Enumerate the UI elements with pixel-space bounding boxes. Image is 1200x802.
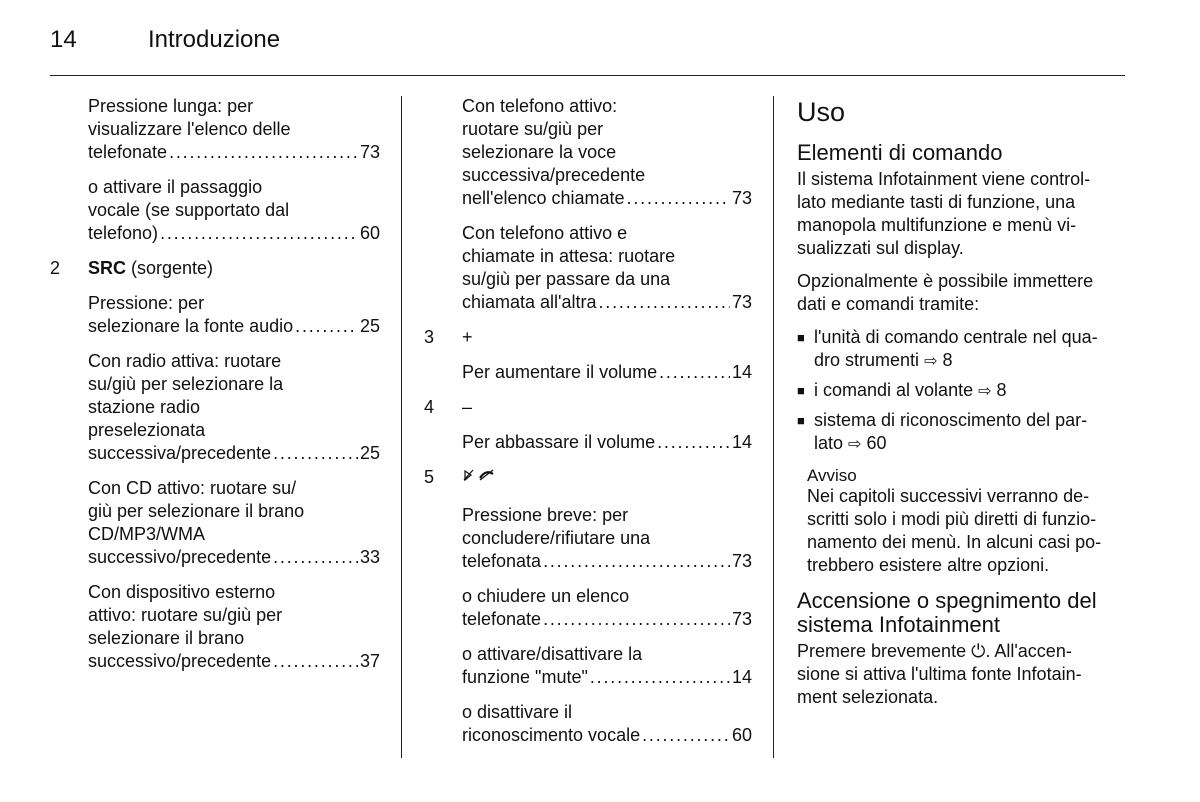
page-ref[interactable]: 25 <box>359 443 380 463</box>
note-title: Avviso <box>807 466 857 485</box>
list-item: ■ i comandi al volante ⇨ 8 <box>797 379 1127 403</box>
arrow-ref-icon: ⇨ <box>924 353 938 370</box>
text-entry: o attivare/disattivare la funzione "mute" . . . 14 <box>424 643 752 689</box>
minus-icon: – <box>462 397 473 417</box>
page-title: Introduzione <box>148 26 281 53</box>
subsection-heading: Elementi di comando <box>797 140 1003 165</box>
page-ref[interactable]: 60 <box>359 223 380 243</box>
item-number-row <box>424 466 752 492</box>
page-ref[interactable]: 73 <box>731 609 752 629</box>
page-ref[interactable]: 14 <box>731 667 752 687</box>
text-entry: o disattivare il riconoscimento vocale . . . 60 <box>424 701 752 747</box>
page-ref[interactable]: 60 <box>866 433 887 453</box>
paragraph: Premere brevemente ⏻. All'accen- sione si attiva l'ultima fonte Infotain- ment selezionata. <box>797 641 1082 707</box>
bullet-icon: ■ <box>797 383 805 398</box>
page-ref[interactable]: 73 <box>359 142 380 162</box>
text-entry: Con radio attiva: ruotare su/giù per selezionare la stazione radio preselezionata successiva/precedente . . . 25 <box>50 350 380 465</box>
list-item: ■ l'unità di comando centrale nel qua- dro strumenti ⇨ 8 <box>797 326 1127 373</box>
paragraph: Il sistema Infotainment viene control- lato mediante tasti di funzione, una manopola multifunzione e menù vi- sualizzati sul display. <box>797 169 1091 258</box>
note-box: Avviso Nei capitoli successivi verranno de- scritti solo i modi più diretti di funzio- namento dei menù. In alcuni casi po- trebbero esistere altre opzioni. <box>807 466 1127 577</box>
column-divider <box>401 96 402 758</box>
page-number: 14 <box>50 26 77 53</box>
plus-icon: + <box>462 327 473 347</box>
text-entry: o chiudere un elenco telefonate . . . 73 <box>424 585 752 631</box>
column-left <box>50 95 380 685</box>
mute-hangup-icon <box>462 466 502 492</box>
page-ref[interactable]: 33 <box>359 547 380 567</box>
item-label: SRC <box>88 258 127 278</box>
text-entry: Per abbassare il volume . . . 14 <box>424 431 752 454</box>
item-number: 2 <box>50 258 61 278</box>
text-entry: Pressione breve: per concludere/rifiutare una telefonata . . . 73 <box>424 504 752 573</box>
column-divider <box>773 96 774 758</box>
page-ref[interactable]: 73 <box>731 188 752 208</box>
page-ref[interactable]: 14 <box>731 432 752 452</box>
bullet-icon: ■ <box>797 413 805 428</box>
page-ref[interactable]: 8 <box>996 380 1007 400</box>
text-entry: Per aumentare il volume . . . 14 <box>424 361 752 384</box>
item-number-row <box>424 326 752 349</box>
list-item: ■ sistema di riconoscimento del par- lato ⇨ 60 <box>797 409 1127 456</box>
arrow-ref-icon: ⇨ <box>848 436 862 453</box>
subsection-heading: Accensione o spegnimento del sistema Infotainment <box>797 588 1097 637</box>
text-entry: Con dispositivo esterno attivo: ruotare su/giù per selezionare il brano successivo/precedente . . . 37 <box>50 581 380 673</box>
item-number: 3 <box>424 327 435 347</box>
text-entry: Con CD attivo: ruotare su/ giù per selezionare il brano CD/MP3/WMA successivo/precedente . . . 33 <box>50 477 380 569</box>
paragraph: Opzionalmente è possibile immettere dati e comandi tramite: <box>797 271 1094 314</box>
text-entry: Pressione lunga: per visualizzare l'elenco delle telefonate . . . 73 <box>50 95 380 164</box>
text-entry: Con telefono attivo e chiamate in attesa: ruotare su/giù per passare da una chiamata all'altra . . . 73 <box>424 222 752 314</box>
column-right <box>797 95 1127 719</box>
page-ref[interactable]: 37 <box>359 651 380 671</box>
item-number: 5 <box>424 467 435 487</box>
text-entry: Con telefono attivo: ruotare su/giù per selezionare la voce successiva/precedente nell'elenco chiamate . . . 73 <box>424 95 752 210</box>
page-ref[interactable]: 14 <box>731 362 752 382</box>
page-ref[interactable]: 73 <box>731 551 752 571</box>
text-entry: Pressione: per selezionare la fonte audio . . . 25 <box>50 292 380 338</box>
header-rule <box>50 75 1125 76</box>
arrow-ref-icon: ⇨ <box>978 383 992 400</box>
power-icon: ⏻ <box>971 641 986 661</box>
item-number-row: 2 SRC (sorgente) <box>50 258 214 278</box>
page-ref[interactable]: 60 <box>731 725 752 745</box>
section-heading: Uso <box>797 97 846 127</box>
item-number: 4 <box>424 397 435 417</box>
bullet-icon: ■ <box>797 330 805 345</box>
page-ref[interactable]: 73 <box>731 292 752 312</box>
text-entry: o attivare il passaggio vocale (se supportato dal telefono) . . . 60 <box>50 176 380 245</box>
item-number-row <box>424 396 752 419</box>
page-ref[interactable]: 8 <box>942 350 953 370</box>
page-ref[interactable]: 25 <box>359 316 380 336</box>
column-middle <box>424 95 752 759</box>
